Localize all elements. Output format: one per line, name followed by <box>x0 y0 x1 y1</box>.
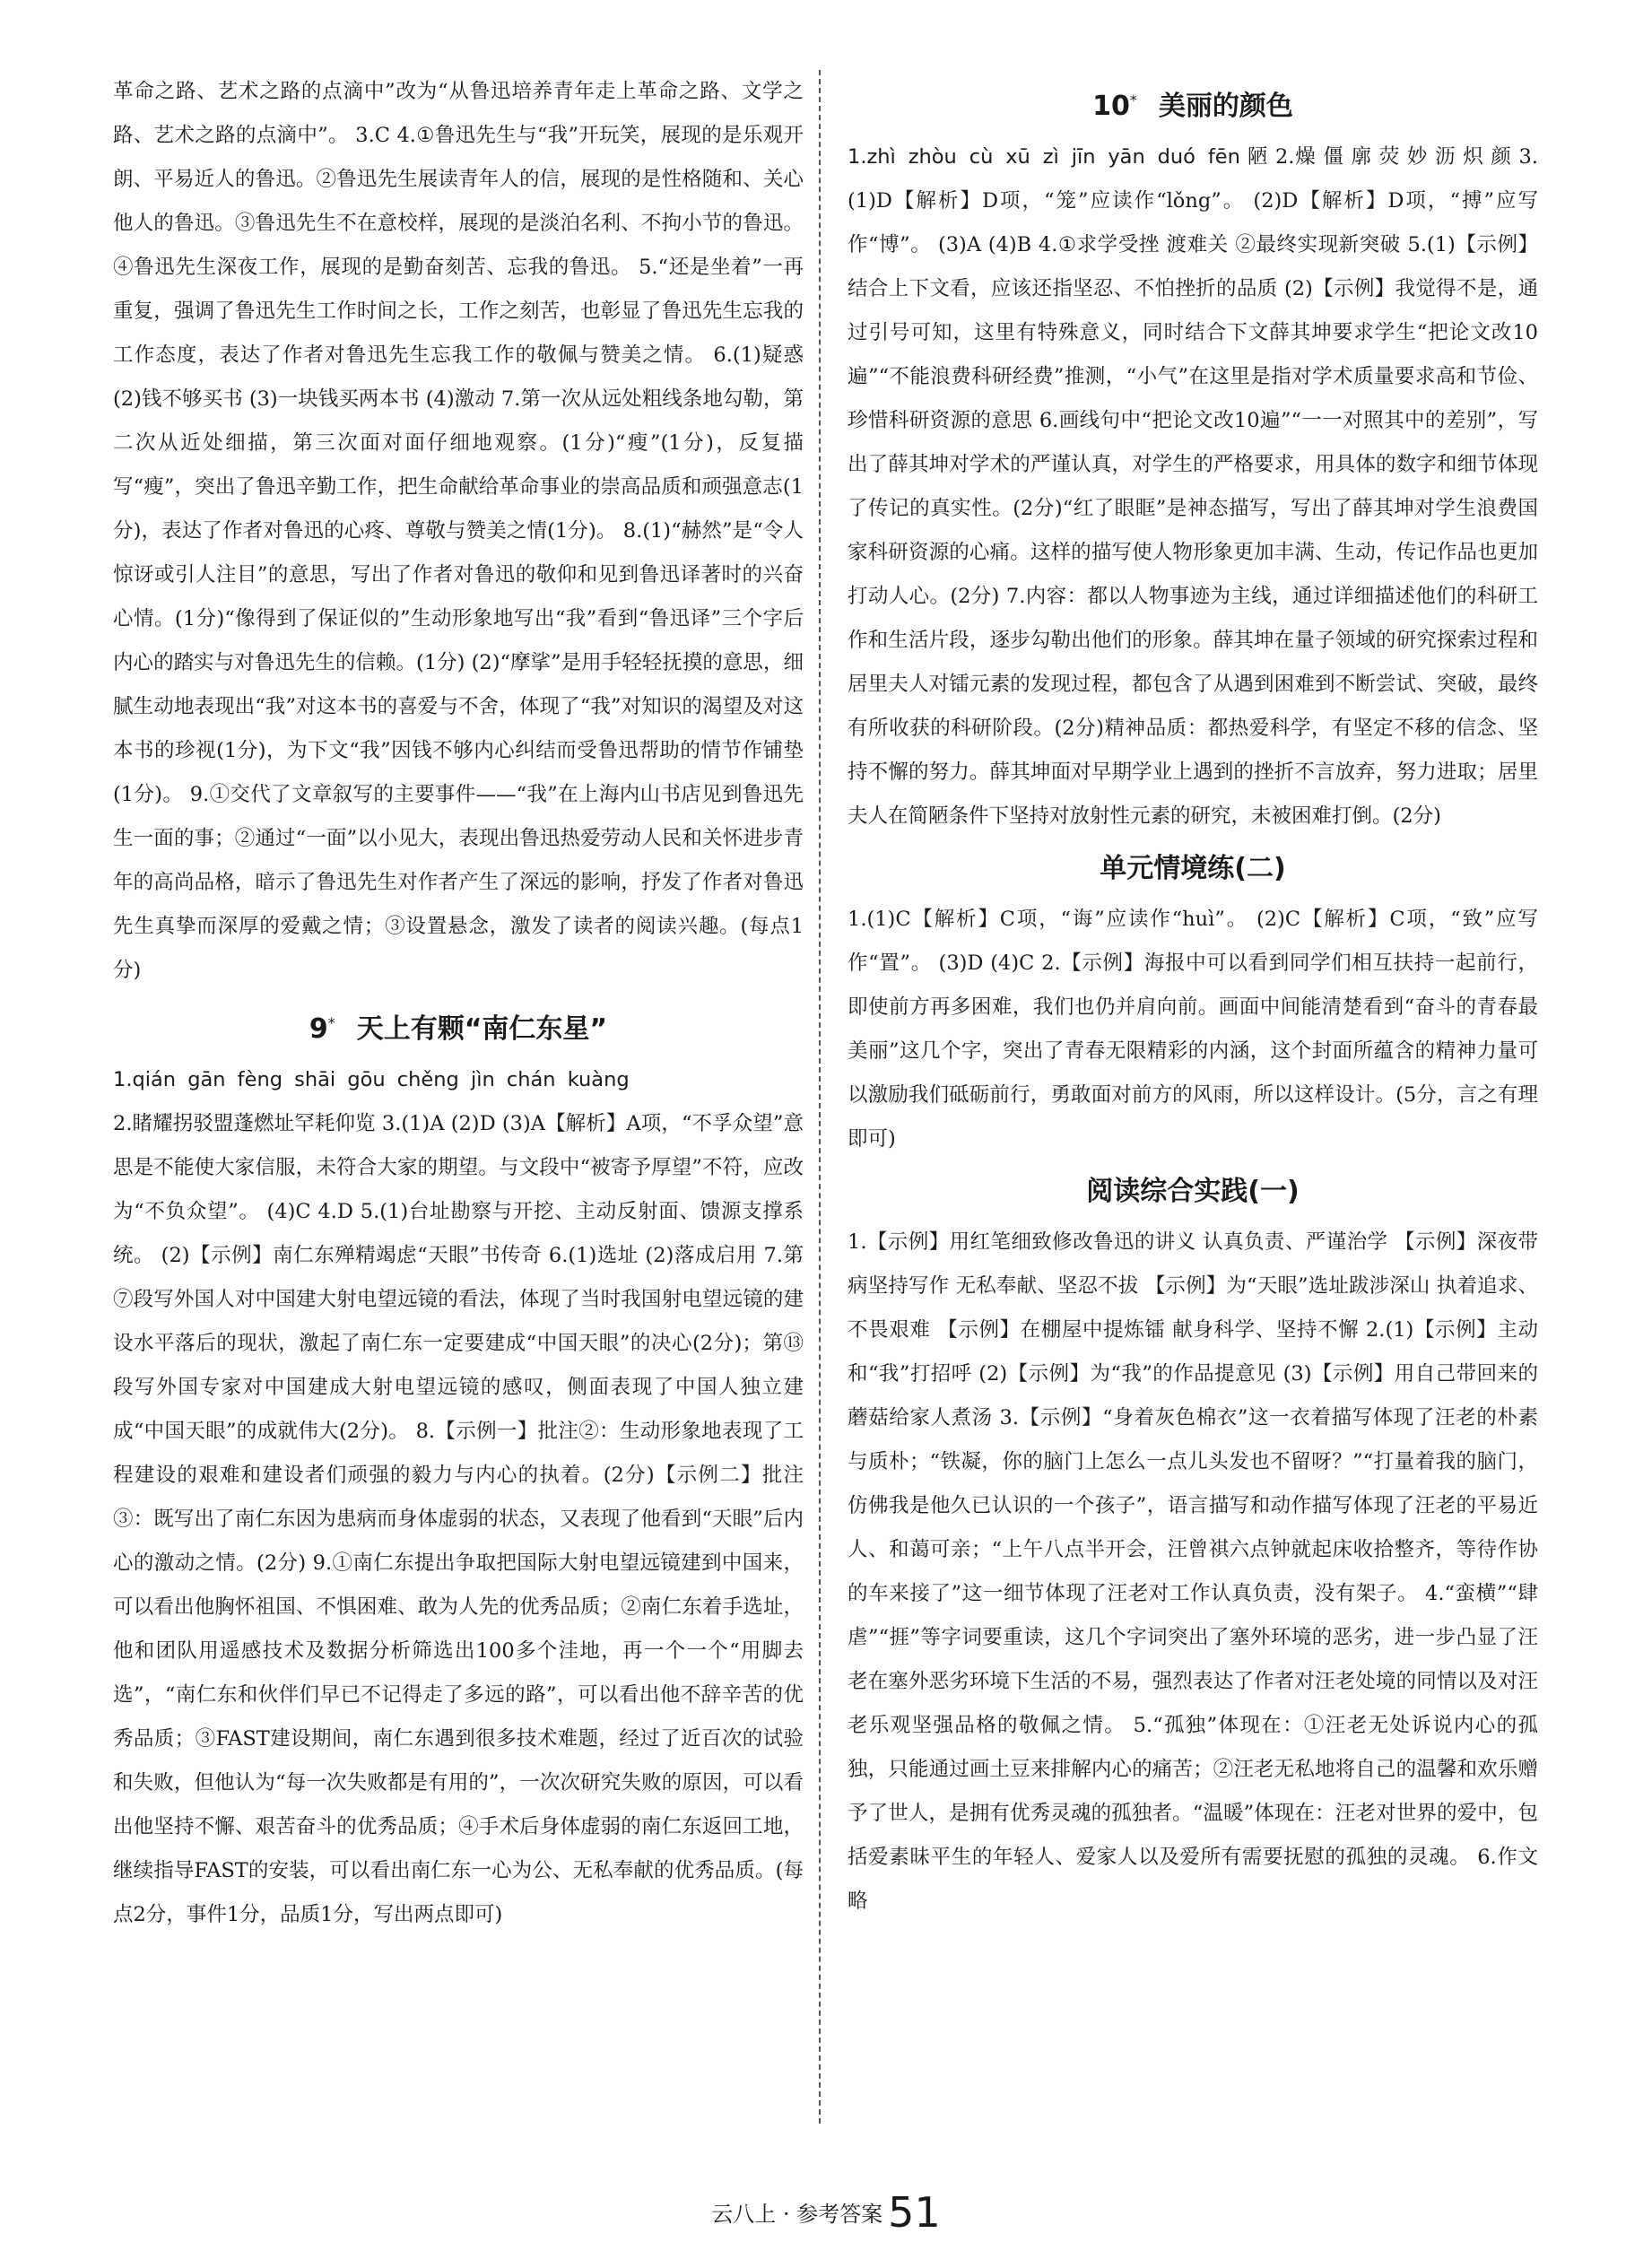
page-number: 51 <box>888 2188 941 2237</box>
section-9-heading <box>113 996 804 1056</box>
section-9-title: 天上有颗“南仁东星” <box>356 1013 608 1045</box>
section-10-mark: * <box>1129 91 1137 109</box>
reading-practice-heading: 阅读综合实践(一) <box>1086 1176 1300 1207</box>
left-column <box>113 70 804 1937</box>
section-9-answers: 2.睹耀拐驳盟蓬燃址罕耗仰览 3.(1)A (2)D (3)A【解析】A项，“不孚众望”意思是不能使大家信服，未符合大家的期望。与文段中“被寄予厚望”不符，应改为“不负众望”。 (4)C 4.D 5.(1)台址勘察与开挖、主动反射面、馈源支撑系统。 (2)【示例】南仁东殚精竭虑“天眼”书传奇 6.(1)选址 (2)落成启用 7.第⑦段写外国人对中国建大射电望远镜的看法，体现了当时我国射电望远镜的建设水平落后的现状，激起了南仁东一定要建成“中国天眼”的决心(2分)；第⑬段写外国专家对中国建成大射电望远镜的感叹，侧面表现了中国人独立建成“中国天眼”的成就伟大(2分)。 8.【示例一】批注②：生动形象地表现了工程建设的艰难和建设者们顽强的毅力与内心的执着。(2分)【示例二】批注③：既写出了南仁东因为患病而身体虚弱的状态，又表现了他看到“天眼”后内心的激动之情。(2分) 9.①南仁东提出争取把国际大射电望远镜建到中国来，可以看出他胸怀祖国、不惧困难、敢为人先的优秀品质；②南仁东着手选址，他和团队用遥感技术及数据分析筛选出100多个洼地，再一个一个“用脚去选”，“南仁东和伙伴们早已不记得走了多远的路”，可以看出他不辞辛苦的优秀品质；③FAST建设期间，南仁东遇到很多技术难题，经过了近百次的试验和失败，但他认为“每一次失败都是有用的”，一次次研究失败的原因，可以看出他坚持不懈、艰苦奋斗的优秀品质；④手术后身体虚弱的南仁东返回工地，继续指导FAST的安装，可以看出南仁东一心为公、无私奉献的优秀品质。(每点2分，事件1分，品质1分，写出两点即可) <box>113 1112 804 1926</box>
column-divider <box>819 70 821 2124</box>
reading-practice-answers: 1.【示例】用红笔细致修改鲁迅的讲义 认真负责、严谨治学 【示例】深夜带病坚持写作 无私奉献、坚忍不拔 【示例】为“天眼”选址跋涉深山 执着追求、不畏艰难 【示例】在棚屋中提炼镭 献身科学、坚持不懈 2.(1)【示例】主动和“我”打招呼 (2)【示例】为“我”的作品提意见 (3)【示例】用自己带回来的蘑菇给家人煮汤 3.【示例】“身着灰色棉衣”这一衣着描写体现了汪老的朴素与质朴；“铁凝，你的脑门上怎么一点儿头发也不留呀？”“打量着我的脑门，仿佛我是他久已认识的一个孩子”，语言描写和动作描写体现了汪老的平易近人、和蔼可亲；“上午八点半开会，汪曾祺六点钟就起床收拾整齐，等待作协的车来接了”这一细节体现了汪老对工作认真负责，没有架子。 4.“蛮横”“肆虐”“捱”等字词要重读，这几个字词突出了塞外环境的恶劣，进一步凸显了汪老在塞外恶劣环境下生活的不易，强烈表达了作者对汪老处境的同情以及对汪老乐观坚强品格的敬佩之情。 5.“孤独”体现在：①汪老无处诉说内心的孤独，只能通过画土豆来排解内心的痛苦；②汪老无私地将自己的温馨和欢乐赠予了世人，是拥有优秀灵魂的孤独者。“温暖”体现在：汪老对世界的爱中，包括爱素昧平生的年轻人、爱家人以及爱所有需要抚慰的孤独的灵魂。 6.作文略 <box>848 1230 1538 1913</box>
page-footer <box>0 2188 1652 2237</box>
section-10-title: 美丽的颜色 <box>1158 91 1293 122</box>
footer-label: 云八上 · 参考答案 <box>711 2202 883 2227</box>
unit-practice-heading: 单元情境练(二) <box>1100 853 1286 884</box>
section-9-number: 9 <box>309 1013 328 1045</box>
section-9-pinyin: 1.qián gān fèng shāi gōu chěng jìn chán kuàng <box>113 1068 630 1091</box>
section-10-text: 陋 2.燥 僵 廓 荧 妙 沥 炽 颜 3.(1)D【解析】D项，“笼”应读作“lǒng”。 (2)D【解析】D项，“搏”应写作“博”。 (3)A (4)B 4.①求学受挫 渡难关 ②最终实现新突破 5.(1)【示例】结合上下文看，应该还指坚忍、不怕挫折的品质 (2)【示例】我觉得不是，通过引号可知，这里有特殊意义，同时结合下文薛其坤要求学生“把论文改10遍”“不能浪费科研经费”推测，“小气”在这里是指对学术质量要求高和节俭、珍惜科研资源的意思 6.画线句中“把论文改10遍”“一一对照其中的差别”，写出了薛其坤对学术的严谨认真，对学生的严格要求，用具体的数字和细节体现了传记的真实性。(2分)“红了眼眶”是神态描写，写出了薛其坤对学生浪费国家科研资源的心痛。这样的描写使人物形象更加丰满、生动，传记作品也更加打动人心。(2分) 7.内容：都以人物事迹为主线，通过详细描述他们的科研工作和生活片段，逐步勾勒出他们的形象。薛其坤在量子领域的研究探索过程和居里夫人对镭元素的发现过程，都包含了从遇到困难到不断尝试、突破，最终有所收获的科研阶段。(2分)精神品质：都热爱科学，有坚定不移的信念、坚持不懈的努力。薛其坤面对早期学业上遇到的挫折不言放弃，努力进取；居里夫人在简陋条件下坚持对放射性元素的研究，未被困难打倒。(2分) <box>848 145 1538 828</box>
section-10-pinyin: 1.zhì zhòu cù xū zì jīn yān duó fēn <box>848 145 1240 169</box>
section-10-number: 10 <box>1092 91 1130 122</box>
continued-answers: 革命之路、艺术之路的点滴中”改为“从鲁迅培养青年走上革命之路、文学之路、艺术之路的点滴中”。 3.C 4.①鲁迅先生与“我”开玩笑，展现的是乐观开朗、平易近人的鲁迅。②鲁迅先生展读青年人的信，展现的是性格随和、关心他人的鲁迅。③鲁迅先生不在意校样，展现的是淡泊名利、不拘小节的鲁迅。④鲁迅先生深夜工作，展现的是勤奋刻苦、忘我的鲁迅。 5.“还是坐着”一再重复，强调了鲁迅先生工作时间之长，工作之刻苦，也彰显了鲁迅先生忘我的工作态度，表达了作者对鲁迅先生忘我工作的敬佩与赞美之情。 6.(1)疑惑 (2)钱不够买书 (3)一块钱买两本书 (4)激动 7.第一次从远处粗线条地勾勒，第二次从近处细描，第三次面对面仔细地观察。(1分)“瘦”(1分)，反复描写“瘦”，突出了鲁迅辛勤工作，把生命献给革命事业的崇高品质和顽强意志(1分)，表达了作者对鲁迅的心疼、尊敬与赞美之情(1分)。 8.(1)“赫然”是“令人惊讶或引人注目”的意思，写出了作者对鲁迅的敬仰和见到鲁迅译著时的兴奋心情。(1分)“像得到了保证似的”生动形象地写出“我”看到“鲁迅译”三个字后内心的踏实与对鲁迅先生的信赖。(1分) (2)“摩挲”是用手轻轻抚摸的意思，细腻生动地表现出“我”对这本书的喜爱与不舍，体现了“我”对知识的渴望及对这本书的珍视(1分)，为下文“我”因钱不够内心纠结而受鲁迅帮助的情节作铺垫(1分)。 9.①交代了文章叙写的主要事件——“我”在上海内山书店见到鲁迅先生一面的事；②通过“一面”以小见大，表现出鲁迅热爱劳动人民和关怀进步青年的高尚品格，暗示了鲁迅先生对作者产生了深远的影响，抒发了作者对鲁迅先生真挚而深厚的爱戴之情；③设置悬念，激发了读者的阅读兴趣。(每点1分) <box>113 80 804 982</box>
right-column <box>848 70 1538 1924</box>
section-9-mark: * <box>327 1014 335 1031</box>
unit-practice-answers: 1.(1)C【解析】C项，“诲”应读作“huì”。 (2)C【解析】C项，“致”应写作“置”。 (3)D (4)C 2.【示例】海报中可以看到同学们相互扶持一起前行，即使前方再多困难，我们也仍并肩向前。画面中间能清楚看到“奋斗的青春最美丽”这几个字，突出了青春无限精彩的内涵，这个封面所蕴含的精神力量可以激励我们砥砺前行，勇敢面对前方的风雨，所以这样设计。(5分，言之有理即可) <box>848 908 1538 1151</box>
section-10-heading <box>848 74 1538 134</box>
section-10-answers <box>848 135 1538 839</box>
